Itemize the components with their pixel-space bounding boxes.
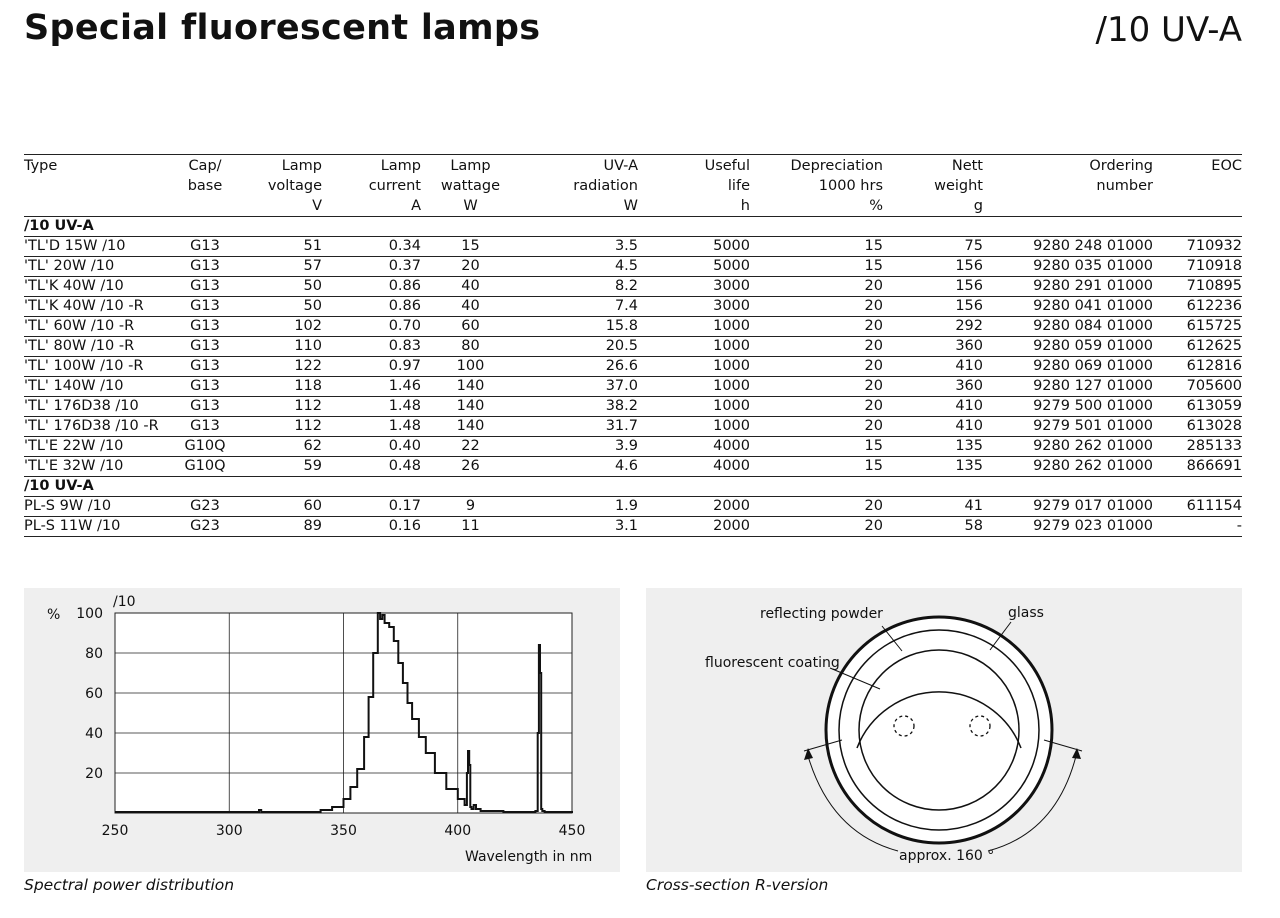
table-cell: G23 [174,517,236,537]
column-header-line: Type [24,158,58,174]
table-cell: 20 [750,517,883,537]
table-cell: 'TL' 100W /10 -R [24,357,174,377]
table-cell: 3000 [638,277,750,297]
table-cell: 140 [421,417,520,437]
table-cell: 9280 084 01000 [983,317,1153,337]
table-cell: 1000 [638,357,750,377]
table-cell: 100 [421,357,520,377]
table-cell: 15 [750,457,883,477]
column-header-line: EOC [1211,158,1242,174]
table-cell: 9280 291 01000 [983,277,1153,297]
table-cell: PL-S 11W /10 [24,517,174,537]
table-cell: 0.37 [322,257,421,277]
diagram-caption: Cross-section R-version [646,876,829,894]
table-cell: 102 [236,317,322,337]
table-cell: 9280 262 01000 [983,457,1153,477]
table-cell: 360 [883,377,983,397]
spectral-chart-panel [24,588,620,872]
table-row [24,397,1242,417]
table-cell: 1000 [638,417,750,437]
table-cell: G13 [174,357,236,377]
table-cell: 9 [421,497,520,517]
column-header-line [24,176,174,196]
table-cell: 20 [421,257,520,277]
column-header-line: W [623,198,638,214]
table-cell: 26.6 [520,357,638,377]
table-cell: 4000 [638,457,750,477]
table-cell: 51 [236,237,322,257]
table-cell: G13 [174,257,236,277]
reflecting-powder-label: reflecting powder [760,606,883,622]
table-cell: 0.40 [322,437,421,457]
table-cell: 140 [421,397,520,417]
column-header [983,155,1153,217]
table-cell: 0.86 [322,297,421,317]
column-header-line: Depreciation [790,158,883,174]
table-cell: 41 [883,497,983,517]
glass-label: glass [1008,605,1044,621]
table-cell: 4000 [638,437,750,457]
column-header-line: Lamp [450,158,491,174]
table-cell: 0.97 [322,357,421,377]
table-cell: 710918 [1153,257,1242,277]
column-header-line: W [463,198,478,214]
table-cell: 9280 127 01000 [983,377,1153,397]
table-cell: 9280 248 01000 [983,237,1153,257]
x-tick-label: 400 [444,823,472,839]
table-cell: - [1153,517,1242,537]
column-header-line: radiation [573,178,638,194]
column-header-line [174,196,236,216]
table-cell: G13 [174,377,236,397]
table-cell: 15 [750,257,883,277]
table-cell: 292 [883,317,983,337]
table-cell: 1.9 [520,497,638,517]
column-header [322,155,421,217]
table-cell: 0.34 [322,237,421,257]
table-cell: 15 [750,237,883,257]
table-cell: 156 [883,257,983,277]
table-row [24,317,1242,337]
table-cell: 58 [883,517,983,537]
table-cell: 156 [883,297,983,317]
table-row [24,277,1242,297]
group-header-row [24,477,1242,497]
table-row [24,377,1242,397]
column-header-line [1153,196,1242,216]
chart-caption: Spectral power distribution [24,876,235,894]
table-cell: 'TL' 176D38 /10 -R [24,417,174,437]
chart-title: /10 [113,594,136,610]
table-cell: 20 [750,297,883,317]
column-header [24,155,174,217]
table-cell: 31.7 [520,417,638,437]
table-cell: 40 [421,277,520,297]
table-cell: 140 [421,377,520,397]
table-cell: 285133 [1153,437,1242,457]
column-header-line: number [1096,178,1153,194]
y-tick-label: 100 [76,606,103,622]
column-header-line: life [727,178,750,194]
table-cell: 57 [236,257,322,277]
table-cell: G13 [174,417,236,437]
table-cell: 4.6 [520,457,638,477]
table-cell: 50 [236,297,322,317]
table-cell: 20 [750,357,883,377]
table-cell: 612236 [1153,297,1242,317]
table-cell: 360 [883,337,983,357]
table-cell: G23 [174,497,236,517]
table-cell: 62 [236,437,322,457]
column-header-line [24,196,174,216]
table-cell: 1.48 [322,417,421,437]
column-header-line: h [740,198,750,214]
table-cell: 1.46 [322,377,421,397]
column-header-line: UV-A [603,158,638,174]
table-cell: 'TL'E 22W /10 [24,437,174,457]
table-cell: G13 [174,317,236,337]
table-cell: 20 [750,317,883,337]
y-axis-unit: % [47,607,61,623]
table-cell: 2000 [638,517,750,537]
table-cell: 22 [421,437,520,457]
table-cell: 20.5 [520,337,638,357]
cross-section-diagram [646,588,1242,872]
table-row [24,437,1242,457]
column-header-line: 1000 hrs [818,178,883,194]
column-header-line: weight [934,178,983,194]
table-header-row [24,155,1242,217]
column-header-line: g [973,198,983,214]
table-cell: G10Q [174,457,236,477]
table-cell: 9280 069 01000 [983,357,1153,377]
table-cell: G13 [174,237,236,257]
table-cell: G13 [174,337,236,357]
column-header [236,155,322,217]
table-row [24,517,1242,537]
x-tick-label: 450 [558,823,586,839]
column-header [883,155,983,217]
fluorescent-coating-label: fluorescent coating [705,655,840,671]
table-cell: 410 [883,397,983,417]
table-cell: 'TL'D 15W /10 [24,237,174,257]
table-cell: 0.48 [322,457,421,477]
table-cell: 0.83 [322,337,421,357]
table-cell: 60 [236,497,322,517]
y-tick-label: 20 [85,766,103,782]
table-cell: 3000 [638,297,750,317]
group-label: /10 UV-A [24,477,1242,497]
table-cell: 0.16 [322,517,421,537]
table-cell: 50 [236,277,322,297]
table-cell: 8.2 [520,277,638,297]
table-cell: 60 [421,317,520,337]
group-header-row [24,217,1242,237]
x-tick-label: 250 [101,823,129,839]
table-row [24,357,1242,377]
table-cell: G13 [174,297,236,317]
table-cell: 'TL' 176D38 /10 [24,397,174,417]
column-header-line: Nett [951,158,983,174]
table-cell: 613059 [1153,397,1242,417]
table-cell: 'TL' 60W /10 -R [24,317,174,337]
column-header-line: wattage [440,178,501,194]
table-cell: 9279 501 01000 [983,417,1153,437]
table-cell: 112 [236,397,322,417]
table-cell: 5000 [638,237,750,257]
page-title: Special fluorescent lamps [24,8,541,48]
table-row [24,457,1242,477]
table-cell: 118 [236,377,322,397]
table-cell: 'TL'K 40W /10 -R [24,297,174,317]
table-cell: 612816 [1153,357,1242,377]
column-header [174,155,236,217]
table-cell: 5000 [638,257,750,277]
table-row [24,297,1242,317]
column-header [421,155,520,217]
table-cell: 75 [883,237,983,257]
product-code: /10 UV-A [1095,10,1242,50]
table-cell: 59 [236,457,322,477]
table-cell: 613028 [1153,417,1242,437]
table-cell: 40 [421,297,520,317]
table-cell: 705600 [1153,377,1242,397]
table-cell: 'TL' 140W /10 [24,377,174,397]
table-row [24,417,1242,437]
column-header-line: Lamp [380,158,421,174]
column-header-line [983,196,1153,216]
table-cell: 9279 500 01000 [983,397,1153,417]
column-header [1153,155,1242,217]
table-cell: 3.5 [520,237,638,257]
table-row [24,337,1242,357]
column-header-line: V [312,198,322,214]
table-cell: 710895 [1153,277,1242,297]
lamp-spec-table [24,154,1242,537]
table-cell: 15 [421,237,520,257]
table-cell: 612625 [1153,337,1242,357]
column-header-line: Lamp [281,158,322,174]
table-cell: 'TL' 80W /10 -R [24,337,174,357]
table-cell: 2000 [638,497,750,517]
table-cell: 1000 [638,377,750,397]
spectral-power-chart [24,588,620,872]
table-cell: 11 [421,517,520,537]
table-cell: 1000 [638,397,750,417]
table-cell: 20 [750,277,883,297]
table-cell: 866691 [1153,457,1242,477]
table-cell: 0.70 [322,317,421,337]
table-cell: 9280 041 01000 [983,297,1153,317]
column-header-line: Ordering [1089,158,1153,174]
x-tick-label: 300 [215,823,243,839]
x-tick-label: 350 [330,823,357,839]
table-cell: 20 [750,497,883,517]
column-header-line: current [368,178,421,194]
table-cell: 20 [750,417,883,437]
table-cell: 9280 059 01000 [983,337,1153,357]
x-axis-label: Wavelength in nm [465,849,593,865]
table-cell: 3.9 [520,437,638,457]
table-row [24,497,1242,517]
glass-outer-ring [826,617,1052,843]
table-cell: 410 [883,417,983,437]
table-cell: 110 [236,337,322,357]
column-header [638,155,750,217]
table-cell: 20 [750,397,883,417]
table-cell: 26 [421,457,520,477]
group-label: /10 UV-A [24,217,1242,237]
cross-section-panel [646,588,1242,872]
table-cell: 3.1 [520,517,638,537]
column-header-line: voltage [267,178,322,194]
table-cell: 9279 023 01000 [983,517,1153,537]
table-row [24,257,1242,277]
table-cell: G13 [174,397,236,417]
table-cell: G13 [174,277,236,297]
table-cell: 20 [750,337,883,357]
table-cell: 1000 [638,337,750,357]
table-cell: 1000 [638,317,750,337]
table-cell: 89 [236,517,322,537]
table-cell: 135 [883,437,983,457]
table-cell: G10Q [174,437,236,457]
table-cell: 112 [236,417,322,437]
table-cell: 710932 [1153,237,1242,257]
table-cell: 9280 035 01000 [983,257,1153,277]
table-cell: 9279 017 01000 [983,497,1153,517]
table-row [24,237,1242,257]
table-cell: 20 [750,377,883,397]
y-tick-label: 40 [85,726,103,742]
column-header-line [1153,176,1242,196]
table-cell: 0.86 [322,277,421,297]
table-cell: 410 [883,357,983,377]
table-cell: 15 [750,437,883,457]
table-cell: 122 [236,357,322,377]
column-header [750,155,883,217]
table-cell: 15.8 [520,317,638,337]
table-cell: 37.0 [520,377,638,397]
table-cell: 1.48 [322,397,421,417]
table-cell: 611154 [1153,497,1242,517]
y-tick-label: 80 [85,646,103,662]
table-cell: 135 [883,457,983,477]
column-header-line: % [869,198,883,214]
table-cell: 7.4 [520,297,638,317]
table-cell: 9280 262 01000 [983,437,1153,457]
table-cell: 80 [421,337,520,357]
column-header-line: base [187,178,223,194]
table-cell: 615725 [1153,317,1242,337]
table-cell: 0.17 [322,497,421,517]
column-header-line: Cap/ [188,158,222,174]
table-cell: PL-S 9W /10 [24,497,174,517]
table-cell: 156 [883,277,983,297]
table-cell: 38.2 [520,397,638,417]
table-cell: 'TL'K 40W /10 [24,277,174,297]
column-header-line: A [411,198,421,214]
table-cell: 'TL'E 32W /10 [24,457,174,477]
y-tick-label: 60 [85,686,103,702]
angle-label: approx. 160 ° [899,848,995,864]
column-header [520,155,638,217]
table-cell: 'TL' 20W /10 [24,257,174,277]
table-cell: 4.5 [520,257,638,277]
column-header-line: Useful [704,158,750,174]
